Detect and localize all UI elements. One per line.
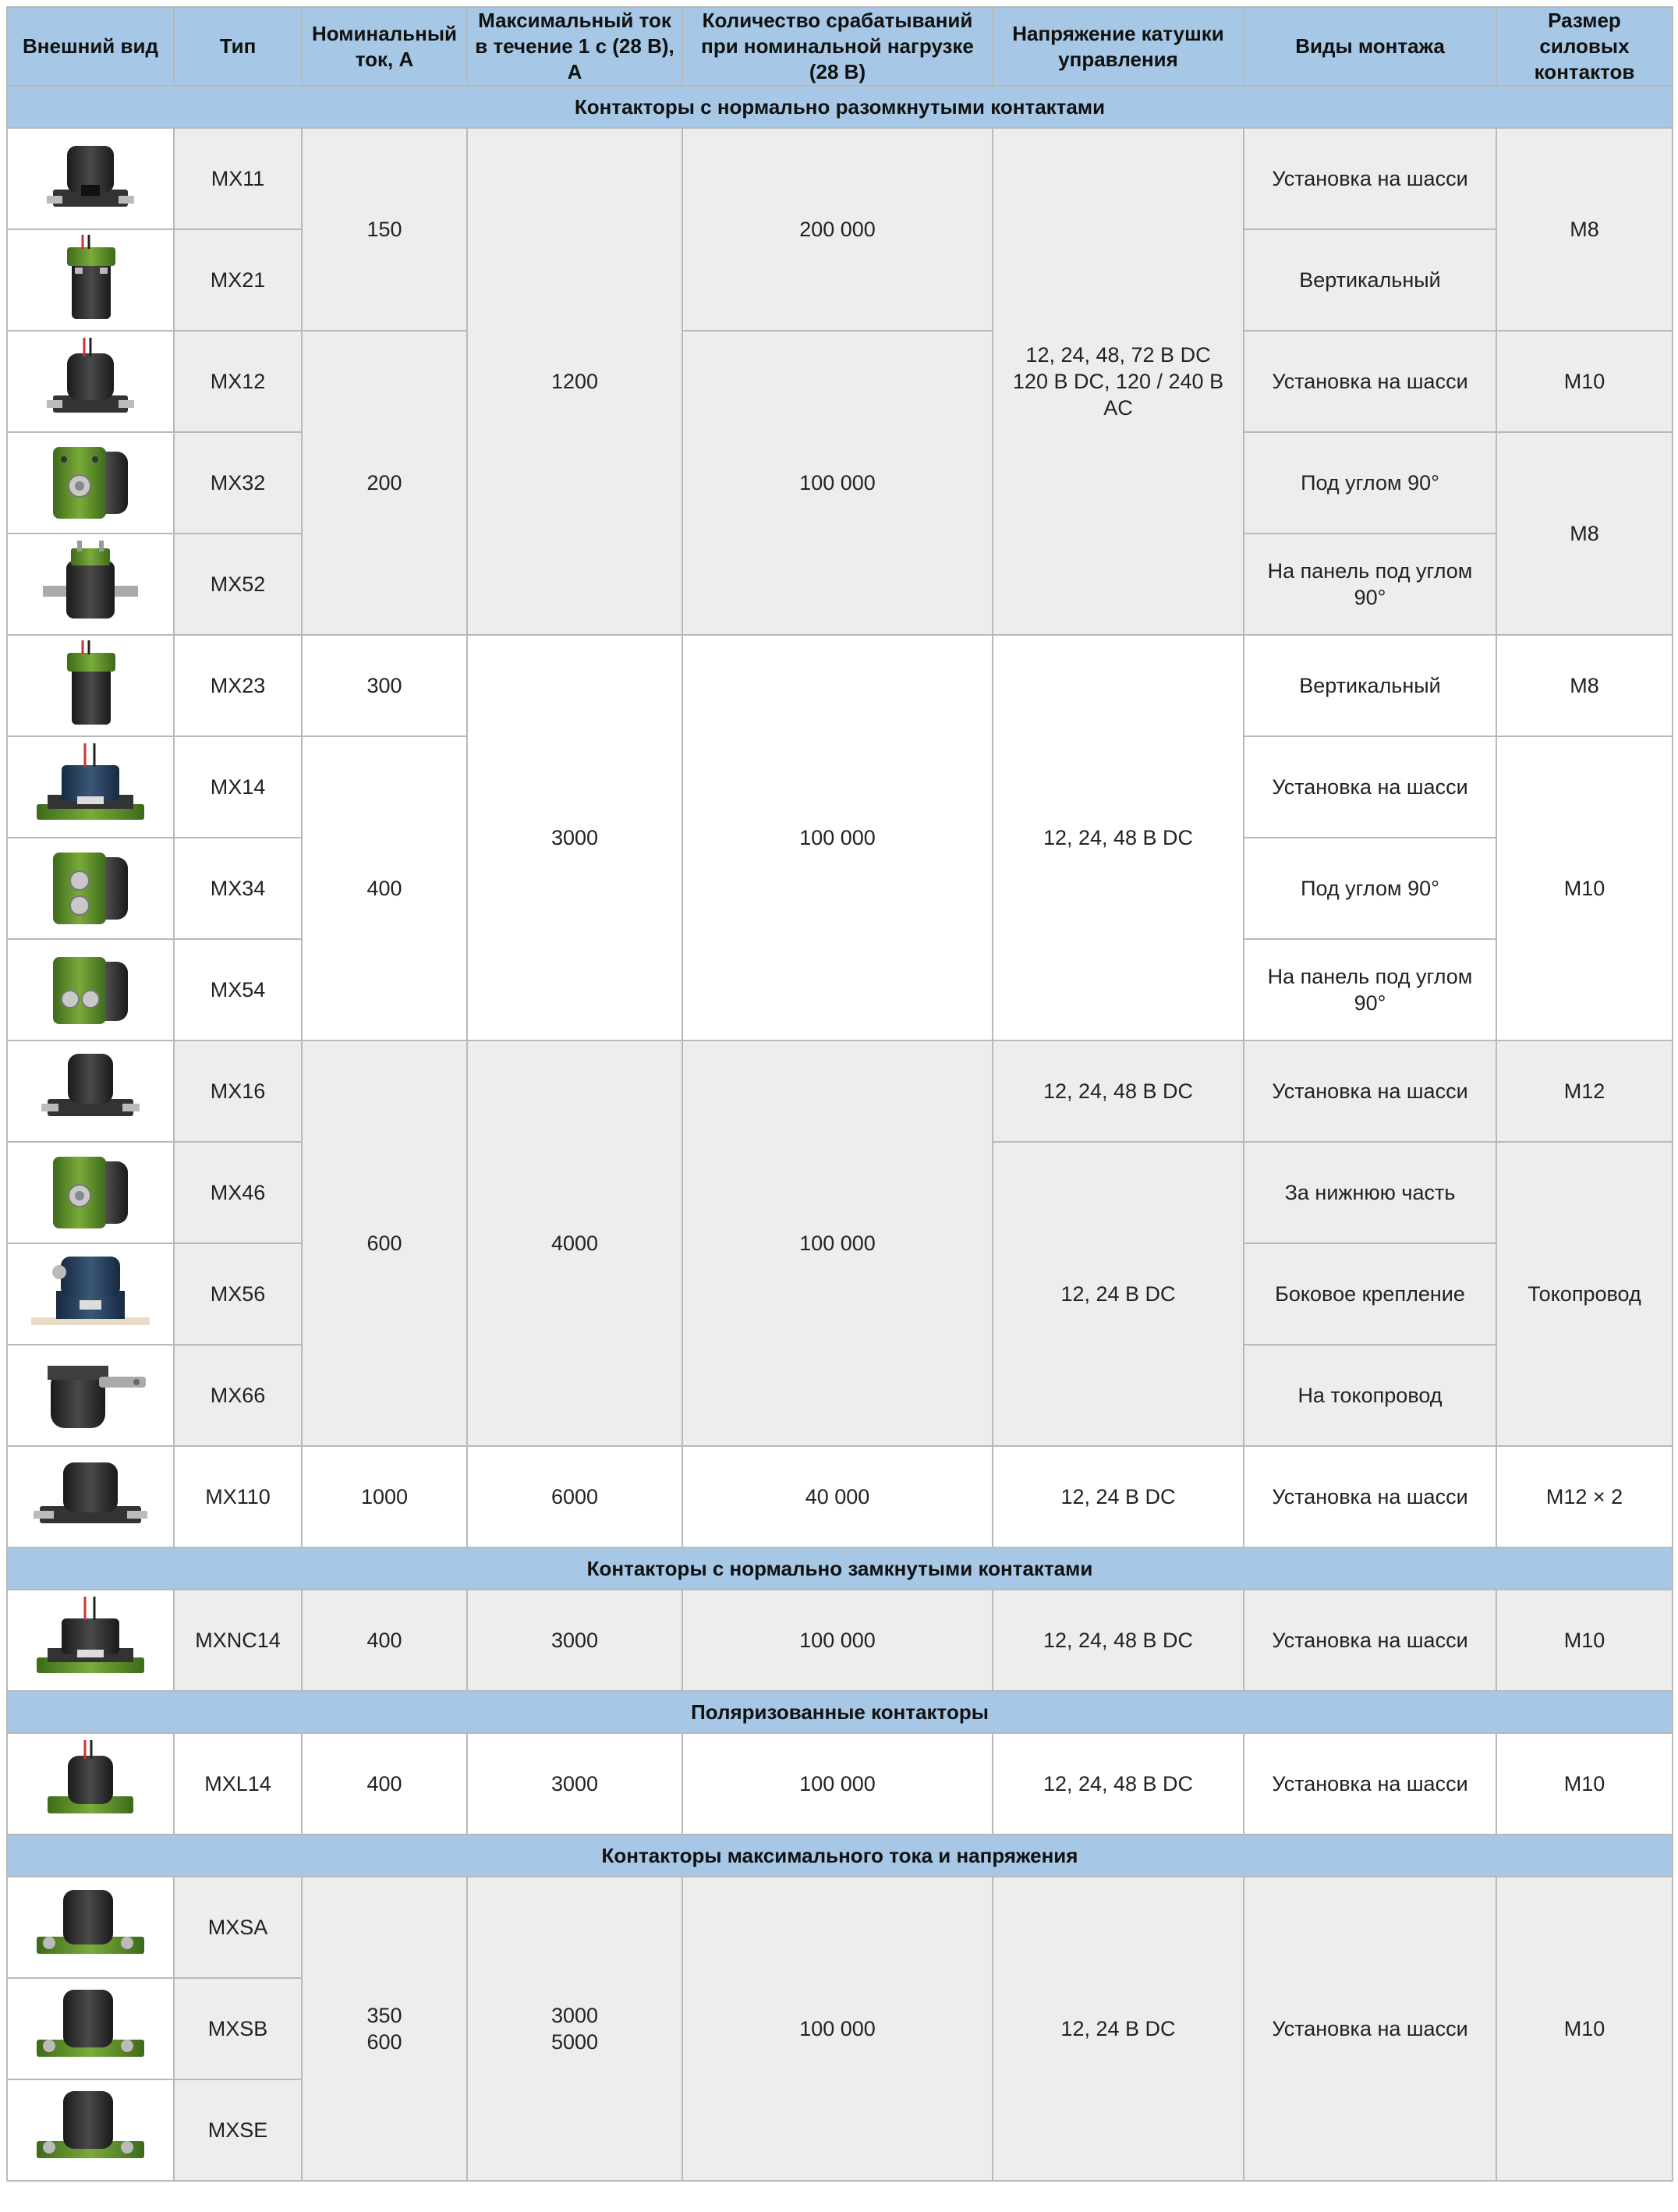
section-title-nc: Контакторы с нормально замкнутыми контактами <box>7 1547 1673 1590</box>
table-row <box>7 1733 1673 1834</box>
contact-size-cell: M10 <box>1496 1877 1673 2181</box>
mounting-cell: Под углом 90° <box>1244 838 1496 939</box>
product-image <box>7 1142 174 1243</box>
operations-cell: 100 000 <box>682 1733 993 1834</box>
rated-current-cell: 400 <box>302 1733 467 1834</box>
contact-size-cell: M8 <box>1496 432 1673 635</box>
section-row <box>7 1834 1673 1877</box>
rated-current-cell: 200 <box>302 331 467 635</box>
operations-cell: 100 000 <box>682 331 993 635</box>
mounting-cell: Установка на шасси <box>1244 1590 1496 1691</box>
section-title-no: Контакторы с нормально разомкнутыми контактами <box>7 86 1673 128</box>
table-row <box>7 1877 1673 1978</box>
header-appearance: Внешний вид <box>7 7 174 86</box>
header-max-current: Максимальный ток в течение 1 с (28 В), А <box>467 7 682 86</box>
type-cell: MX66 <box>174 1345 302 1446</box>
type-cell: MXNC14 <box>174 1590 302 1691</box>
header-row <box>7 7 1673 86</box>
product-image <box>7 1590 174 1691</box>
coil-voltage-cell: 12, 24 В DC <box>993 1877 1244 2181</box>
contact-size-cell: Токопровод <box>1496 1142 1673 1446</box>
header-operations: Количество срабатываний при номинальной нагрузке (28 В) <box>682 7 993 86</box>
contact-size-cell: M8 <box>1496 635 1673 736</box>
type-cell: MX32 <box>174 432 302 534</box>
product-image <box>7 1733 174 1834</box>
type-cell: MXSB <box>174 1978 302 2079</box>
contactor-green-angle-icon <box>44 438 137 528</box>
contactor-overcurrent-icon <box>32 1882 149 1973</box>
mounting-cell: За нижнюю часть <box>1244 1142 1496 1243</box>
rated-current-cell: 350 600 <box>302 1877 467 2181</box>
operations-cell: 40 000 <box>682 1446 993 1547</box>
operations-cell: 100 000 <box>682 1040 993 1446</box>
section-row <box>7 1547 1673 1590</box>
rated-current-cell: 400 <box>302 1590 467 1691</box>
product-image <box>7 534 174 635</box>
type-cell: MX14 <box>174 736 302 838</box>
contactor-vertical-icon <box>44 639 137 732</box>
contactor-black-chassis-icon <box>44 135 137 222</box>
mounting-cell: Установка на шасси <box>1244 736 1496 838</box>
contact-size-cell: M8 <box>1496 128 1673 331</box>
contact-size-cell: M12 <box>1496 1040 1673 1142</box>
header-coil-voltage: Напряжение катушки управления <box>993 7 1244 86</box>
coil-voltage-cell: 12, 24, 48 В DC <box>993 1040 1244 1142</box>
type-cell: MX46 <box>174 1142 302 1243</box>
contactor-green-angle-icon <box>44 945 137 1035</box>
contactor-chassis-wide-icon <box>32 1595 149 1686</box>
header-rated-current: Номинальный ток, А <box>302 7 467 86</box>
contactor-black-chassis-icon <box>32 1452 149 1542</box>
type-cell: MX11 <box>174 128 302 229</box>
mounting-cell: Боковое крепление <box>1244 1243 1496 1345</box>
product-image <box>7 432 174 534</box>
operations-cell: 100 000 <box>682 1590 993 1691</box>
type-cell: MX34 <box>174 838 302 939</box>
mounting-cell: Вертикальный <box>1244 229 1496 331</box>
contactor-panel-icon <box>40 539 141 629</box>
table-row <box>7 1590 1673 1691</box>
contactor-busbar-icon <box>32 1350 149 1441</box>
coil-voltage-cell: 12, 24, 48 В DC <box>993 1733 1244 1834</box>
mounting-cell: Вертикальный <box>1244 635 1496 736</box>
contact-size-cell: M10 <box>1496 1590 1673 1691</box>
contactor-black-chassis-icon <box>40 1048 141 1135</box>
contactor-side-mount-icon <box>28 1249 153 1339</box>
type-cell: MXSA <box>174 1877 302 1978</box>
type-cell: MX23 <box>174 635 302 736</box>
type-cell: MX21 <box>174 229 302 331</box>
coil-voltage-cell: 12, 24, 48 В DC <box>993 1590 1244 1691</box>
max-current-cell: 1200 <box>467 128 682 635</box>
max-current-cell: 3000 5000 <box>467 1877 682 2181</box>
contactor-vertical-icon <box>44 233 137 327</box>
coil-voltage-cell: 12, 24, 48, 72 В DC 120 В DC, 120 / 240 В AC <box>993 128 1244 635</box>
product-image <box>7 2079 174 2181</box>
contactor-green-angle-icon <box>44 1147 137 1238</box>
product-image <box>7 635 174 736</box>
contact-size-cell: M10 <box>1496 1733 1673 1834</box>
mounting-cell: Установка на шасси <box>1244 331 1496 432</box>
type-cell: MX12 <box>174 331 302 432</box>
rated-current-cell: 400 <box>302 736 467 1040</box>
product-image <box>7 331 174 432</box>
type-cell: MXL14 <box>174 1733 302 1834</box>
type-cell: MX54 <box>174 939 302 1040</box>
contactor-overcurrent-icon <box>32 2085 149 2175</box>
coil-voltage-cell: 12, 24, 48 В DC <box>993 635 1244 1040</box>
rated-current-cell: 150 <box>302 128 467 331</box>
product-image <box>7 1978 174 2079</box>
mounting-cell: Установка на шасси <box>1244 1733 1496 1834</box>
rated-current-cell: 600 <box>302 1040 467 1446</box>
header-mounting: Виды монтажа <box>1244 7 1496 86</box>
product-image <box>7 1877 174 1978</box>
table-row <box>7 1446 1673 1547</box>
type-cell: MX52 <box>174 534 302 635</box>
coil-voltage-cell: 12, 24 В DC <box>993 1446 1244 1547</box>
product-image <box>7 1040 174 1142</box>
mounting-cell: На токопровод <box>1244 1345 1496 1446</box>
section-title-polarized: Поляризованные контакторы <box>7 1691 1673 1733</box>
contact-size-cell: M12 × 2 <box>1496 1446 1673 1547</box>
table-row <box>7 635 1673 736</box>
product-image <box>7 1446 174 1547</box>
contactor-black-chassis-icon <box>44 336 137 427</box>
table-row <box>7 1040 1673 1142</box>
contactor-black-chassis-icon <box>40 1739 141 1829</box>
rated-current-cell: 1000 <box>302 1446 467 1547</box>
mounting-cell: Установка на шасси <box>1244 1040 1496 1142</box>
rated-current-cell: 300 <box>302 635 467 736</box>
type-cell: MX110 <box>174 1446 302 1547</box>
coil-voltage-cell: 12, 24 В DC <box>993 1142 1244 1446</box>
operations-cell: 200 000 <box>682 128 993 331</box>
product-image <box>7 229 174 331</box>
max-current-cell: 4000 <box>467 1040 682 1446</box>
product-image <box>7 128 174 229</box>
operations-cell: 100 000 <box>682 1877 993 2181</box>
header-type: Тип <box>174 7 302 86</box>
mounting-cell: Установка на шасси <box>1244 1446 1496 1547</box>
contactor-overcurrent-icon <box>32 1983 149 2074</box>
contactor-chassis-wide-icon <box>32 742 149 832</box>
type-cell: MXSE <box>174 2079 302 2181</box>
section-title-overcurrent: Контакторы максимального тока и напряжения <box>7 1834 1673 1877</box>
type-cell: MX56 <box>174 1243 302 1345</box>
table-row <box>7 128 1673 229</box>
product-image <box>7 1345 174 1446</box>
max-current-cell: 3000 <box>467 1733 682 1834</box>
table-row <box>7 331 1673 432</box>
mounting-cell: На панель под углом 90° <box>1244 939 1496 1040</box>
product-image <box>7 736 174 838</box>
mounting-cell: Установка на шасси <box>1244 1877 1496 2181</box>
contact-size-cell: M10 <box>1496 331 1673 432</box>
header-contact-size: Размер силовых контактов <box>1496 7 1673 86</box>
max-current-cell: 3000 <box>467 1590 682 1691</box>
mounting-cell: На панель под углом 90° <box>1244 534 1496 635</box>
product-image <box>7 1243 174 1345</box>
max-current-cell: 3000 <box>467 635 682 1040</box>
contactor-table <box>6 6 1673 2182</box>
mounting-cell: Под углом 90° <box>1244 432 1496 534</box>
product-image <box>7 838 174 939</box>
type-cell: MX16 <box>174 1040 302 1142</box>
product-image <box>7 939 174 1040</box>
max-current-cell: 6000 <box>467 1446 682 1547</box>
contact-size-cell: M10 <box>1496 736 1673 1040</box>
operations-cell: 100 000 <box>682 635 993 1040</box>
section-row <box>7 86 1673 128</box>
mounting-cell: Установка на шасси <box>1244 128 1496 229</box>
contactor-green-angle-icon <box>44 843 137 934</box>
section-row <box>7 1691 1673 1733</box>
